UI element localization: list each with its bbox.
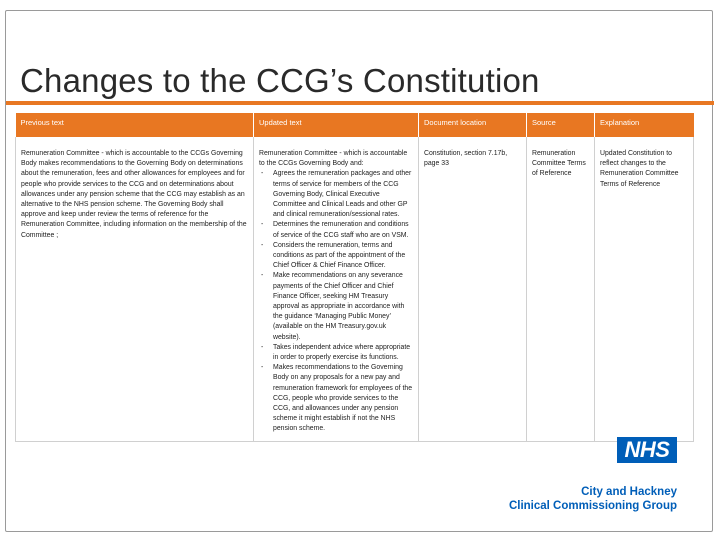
header-explanation: Explanation xyxy=(595,113,694,137)
org-name-line1: City and Hackney xyxy=(581,486,677,498)
org-name-line2: Clinical Commissioning Group xyxy=(508,500,677,512)
slide-title: Changes to the CCG’s Constitution xyxy=(20,62,540,99)
list-item: - Makes recommendations to the Governing Body on any proposals for a new pay and remuneration framework for employees of the CCG, people who provide services to the CCG, and allowances under any pension scheme it might establish if not the NHS pension scheme. xyxy=(259,363,413,434)
updated-text-bullets xyxy=(259,169,413,434)
list-item: - Takes independent advice where appropriate in order to properly exercise its functions. xyxy=(259,343,413,363)
updated-text-intro: Remuneration Committee - which is accountable to the CCGs Governing Body and: xyxy=(259,150,408,168)
cell-source: Remuneration Committee Terms of Reference xyxy=(527,137,595,441)
cell-updated-text xyxy=(254,137,419,441)
list-item: - Agrees the remuneration packages and other terms of service for members of the CCG Governing Body, Clinical Executive Committee and Clinical Leads and other GP and clinical remuneration/sessional rates. xyxy=(259,169,413,220)
cell-explanation: Updated Constitution to reflect changes to the Remuneration Committee Terms of Reference xyxy=(595,137,694,441)
table-header-row xyxy=(16,113,694,137)
changes-table xyxy=(15,113,694,442)
table-row xyxy=(16,137,694,441)
header-previous-text: Previous text xyxy=(16,113,254,137)
header-source: Source xyxy=(527,113,595,137)
list-item: - Considers the remuneration, terms and conditions as part of the appointment of the Chief Officer & Chief Finance Officer. xyxy=(259,241,413,272)
header-updated-text: Updated text xyxy=(254,113,419,137)
cell-document-location: Constitution, section 7.17b, page 33 xyxy=(419,137,527,441)
cell-previous-text: Remuneration Committee - which is accountable to the CCGs Governing Body makes recommendations to the Governing Body on determinations about the remuneration, fees and other allowances for employees and for people who provide services to the CCG and on determinations about allowances under any pension scheme that the CCG may establish as an alternative to the NHS pension scheme. The Governing Body shall approve and keep under review the terms of reference for the Remuneration Committee, including information on the membership of the Committee ; xyxy=(16,137,254,441)
list-item: - Make recommendations on any severance payments of the Chief Officer and Chief Finance Officer, seeking HM Treasury approval as appropriate in accordance with the guidance ‘Managing Public Money’ (available on the HM Treasury.gov.uk website). xyxy=(259,271,413,342)
header-document-location: Document location xyxy=(419,113,527,137)
nhs-logo: NHS xyxy=(617,437,677,463)
list-item: - Determines the remuneration and conditions of service of the CCG staff who are on VSM. xyxy=(259,220,413,240)
